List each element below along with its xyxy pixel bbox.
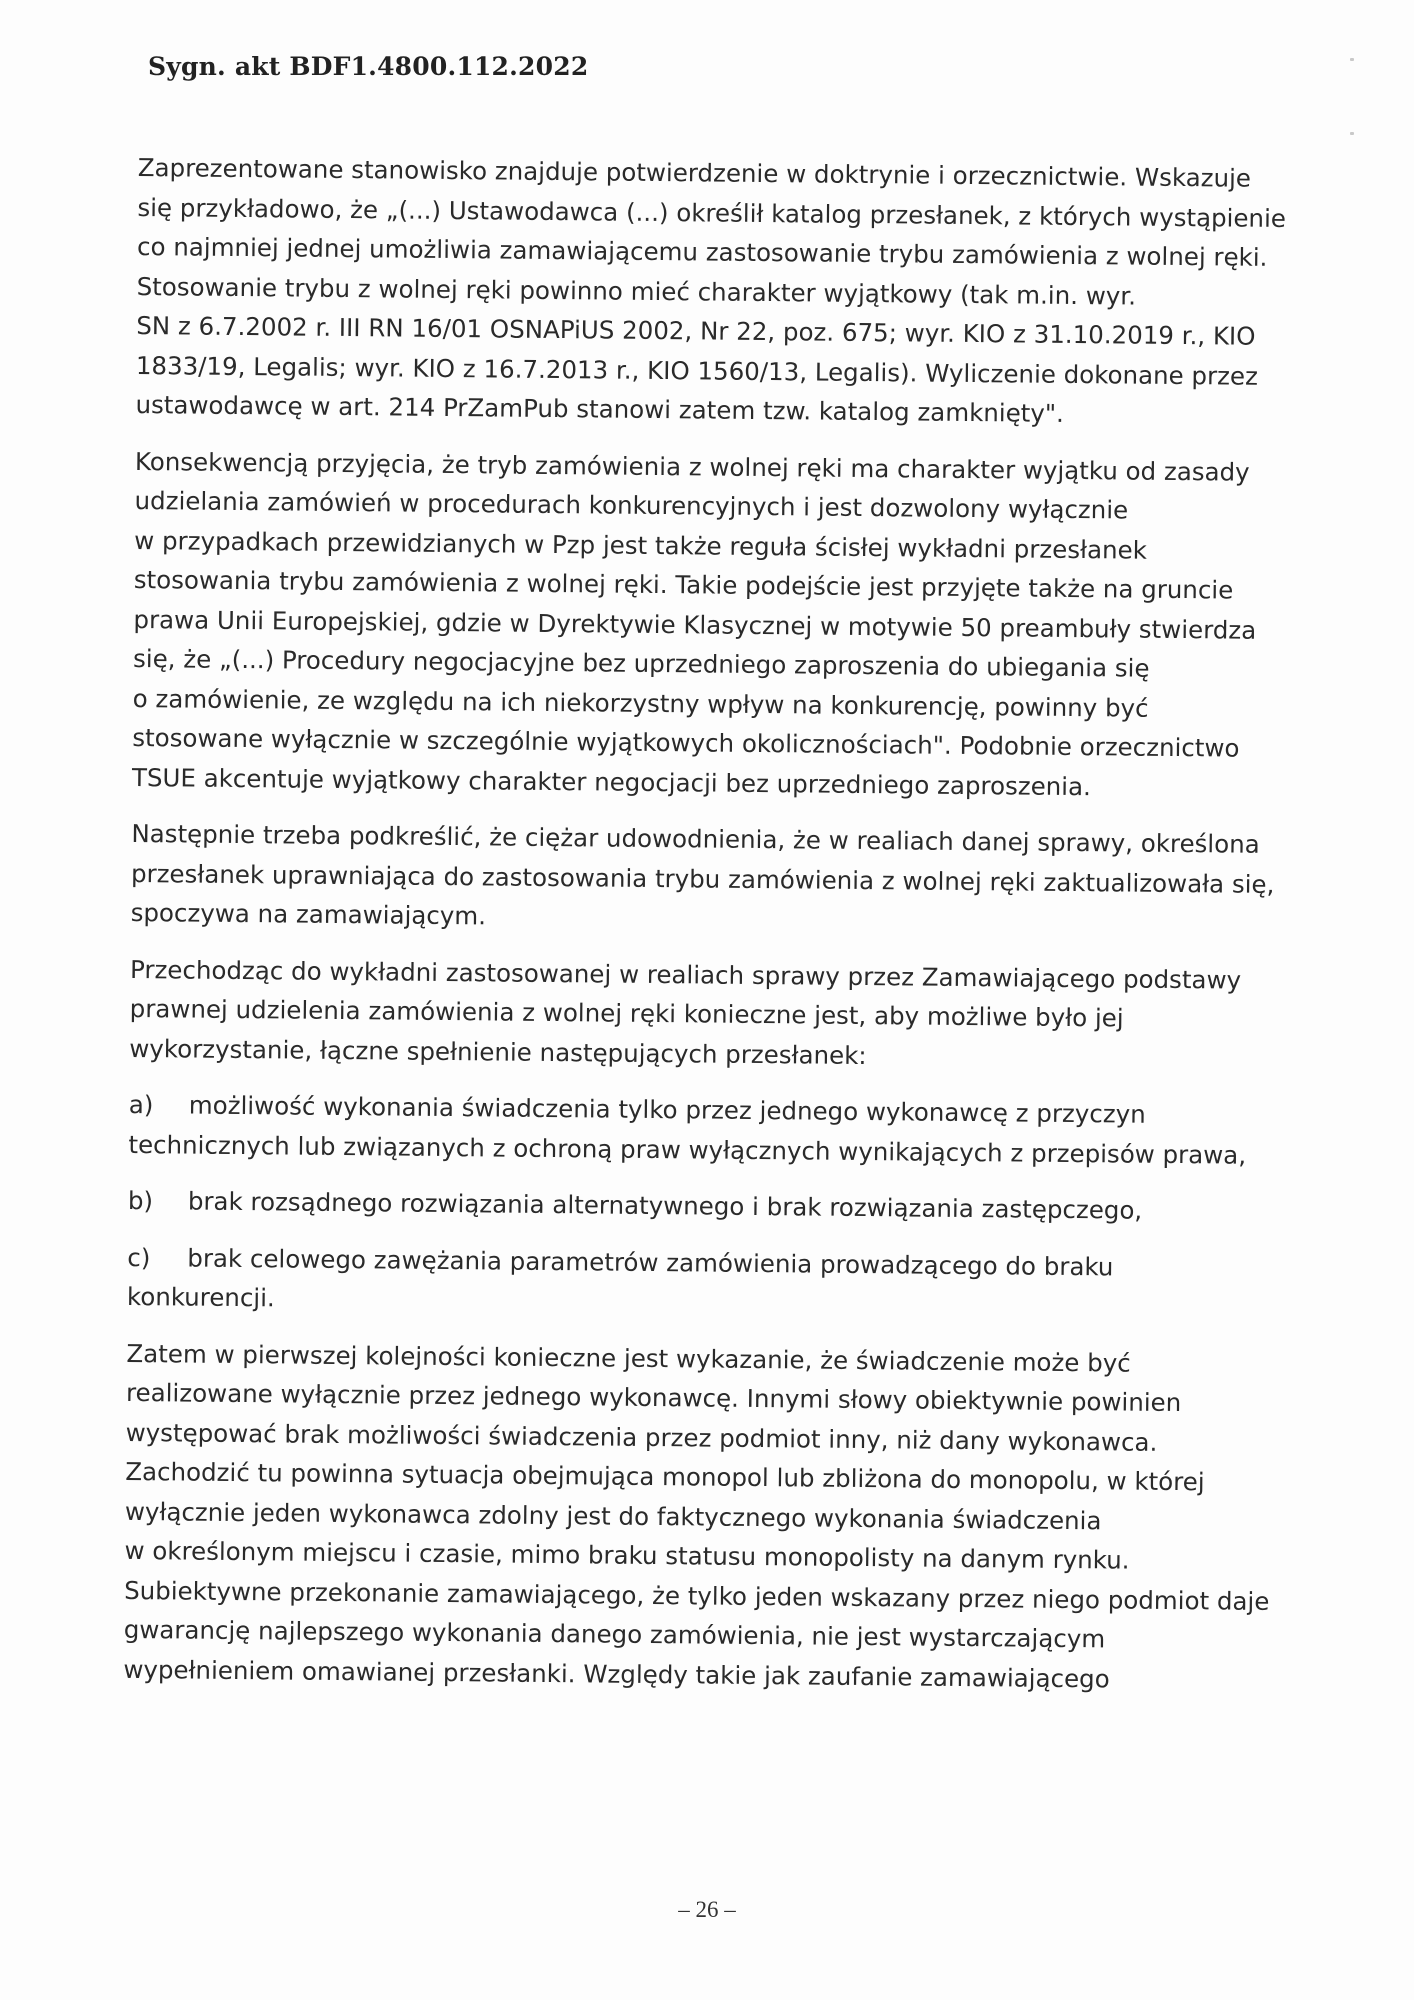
- text-line: w określonym miejscu i czasie, mimo braku statusu monopolisty na danym rynku.: [124, 1535, 1130, 1575]
- text-line: Przechodząc do wykładni zastosowanej w realiach sprawy przez Zamawiającego podstawy: [129, 954, 1242, 995]
- case-reference: Sygn. akt BDF1.4800.112.2022: [148, 52, 589, 81]
- text-line: w przypadkach przewidzianych w Pzp jest także reguła ścisłej wykładni przesłanek: [134, 525, 1147, 565]
- list-item-label: a): [128, 1089, 154, 1120]
- list-item-text: brak rozsądnego rozwiązania alternatywnego i brak rozwiązania zastępczego,: [187, 1186, 1143, 1225]
- text-line: stosowania trybu zamówienia z wolnej ręki. Takie podejście jest przyjęte także na gruncie: [133, 564, 1234, 605]
- paragraph-doctrine: [135, 148, 1287, 435]
- text-line: gwarancję najlepszego wykonania danego zamówienia, nie jest wystarczającym: [123, 1614, 1106, 1654]
- page-number: – 26 –: [678, 1897, 736, 1922]
- text-line: prawa Unii Europejskiej, gdzie w Dyrektywie Klasycznej w motywie 50 preambuły stwierdza: [133, 604, 1257, 645]
- text-line: SN z 6.7.2002 r. III RN 16/01 OSNAPiUS 2002, Nr 22, poz. 675; wyr. KIO z 31.10.2019 r., KIO: [136, 310, 1256, 351]
- paragraph-single-contractor: [123, 1333, 1270, 1699]
- list-item-first-line: [128, 1181, 1208, 1231]
- text-line: TSUE akcentuje wyjątkowy charakter negocjacji bez uprzedniego zaproszenia.: [131, 762, 1092, 801]
- text-line: się, że „(...) Procedury negocjacyjne bez uprzedniego zaproszenia do ubiegania się: [132, 643, 1150, 683]
- text-line: występować brak możliwości świadczenia przez podmiot inny, niż dany wykonawca.: [125, 1417, 1158, 1457]
- text-line: stosowane wyłącznie w szczególnie wyjątkowych okolicznościach". Podobnie orzecznictwo: [132, 722, 1240, 763]
- list-item-label: c): [127, 1242, 151, 1272]
- text-line: 1833/19, Legalis; wyr. KIO z 16.7.2013 r., KIO 1560/13, Legalis). Wyliczenie dokonane przez: [135, 350, 1259, 391]
- paragraph-interpretation: [129, 949, 1242, 1078]
- scan-artifact: [1350, 58, 1354, 61]
- text-line: konkurencji.: [126, 1281, 275, 1313]
- text-line: się przykładowo, że „(...) Ustawodawca (...) określił katalog przesłanek, z których wystąpienie: [137, 192, 1287, 233]
- document-body: [123, 148, 1287, 1716]
- text-line: Zachodzić tu powinna sytuacja obejmująca monopol lub zbliżona do monopolu, w której: [125, 1456, 1205, 1497]
- text-line: prawnej udzielenia zamówienia z wolnej ręki konieczne jest, aby możliwe było jej: [129, 993, 1124, 1033]
- paragraph-burden-of-proof: [130, 814, 1275, 943]
- list-item-b: [128, 1181, 1208, 1231]
- list-item-text: brak celowego zawężania parametrów zamówienia prowadzącego do braku: [187, 1243, 1114, 1281]
- text-line: przesłanek uprawniająca do zastosowania trybu zamówienia z wolnej ręki zaktualizowała się,: [130, 858, 1275, 899]
- text-line: ustawodawcę w art. 214 PrZamPub stanowi zatem tzw. katalog zamknięty".: [135, 389, 1065, 428]
- text-line: Zatem w pierwszej kolejności konieczne jest wykazanie, że świadczenie może być: [126, 1338, 1131, 1378]
- list-item-text: możliwość wykonania świadczenia tylko przez jednego wykonawcę z przyczyn: [188, 1090, 1146, 1129]
- text-line: udzielania zamówień w procedurach konkurencyjnych i jest dozwolony wyłącznie: [134, 485, 1129, 525]
- text-line: Stosowanie trybu z wolnej ręki powinno mieć charakter wyjątkowy (tak m.in. wyr.: [136, 271, 1137, 311]
- text-line: Subiektywne przekonanie zamawiającego, że tylko jeden wskazany przez niego podmiot daje: [124, 1575, 1270, 1616]
- text-line: wykorzystanie, łączne spełnienie następujących przesłanek:: [129, 1033, 867, 1070]
- text-line: Konsekwencją przyjęcia, że tryb zamówienia z wolnej ręki ma charakter wyjątku od zasady: [134, 446, 1250, 487]
- text-line: technicznych lub związanych z ochroną praw wyłącznych wynikających z przepisów prawa,: [128, 1129, 1247, 1170]
- text-line: wypełnieniem omawianej przesłanki. Względy takie jak zaufanie zamawiającego: [123, 1654, 1110, 1693]
- text-line: realizowane wyłącznie przez jednego wykonawcę. Innymi słowy obiektywnie powinien: [125, 1377, 1182, 1418]
- text-line: Następnie trzeba podkreślić, że ciężar udowodnienia, że w realiach danej sprawy, określona: [131, 818, 1260, 859]
- list-item-label: b): [127, 1185, 154, 1216]
- text-line: wyłącznie jeden wykonawca zdolny jest do faktycznego wykonania świadczenia: [124, 1496, 1102, 1535]
- list-item-a: [128, 1085, 1247, 1174]
- text-line: spoczywa na zamawiającym.: [130, 897, 487, 931]
- text-line: Zaprezentowane stanowisko znajduje potwierdzenie w doktrynie i orzecznictwie. Wskazuje: [137, 152, 1252, 193]
- text-line: o zamówienie, ze względu na ich niekorzystny wpływ na konkurencję, powinny być: [132, 683, 1149, 723]
- paragraph-consequence: [131, 441, 1257, 807]
- list-item-c: [127, 1237, 1208, 1326]
- text-line: co najmniej jednej umożliwia zamawiającemu zastosowanie trybu zamówienia z wolnej ręki.: [136, 231, 1268, 272]
- scan-artifact: [1350, 132, 1354, 135]
